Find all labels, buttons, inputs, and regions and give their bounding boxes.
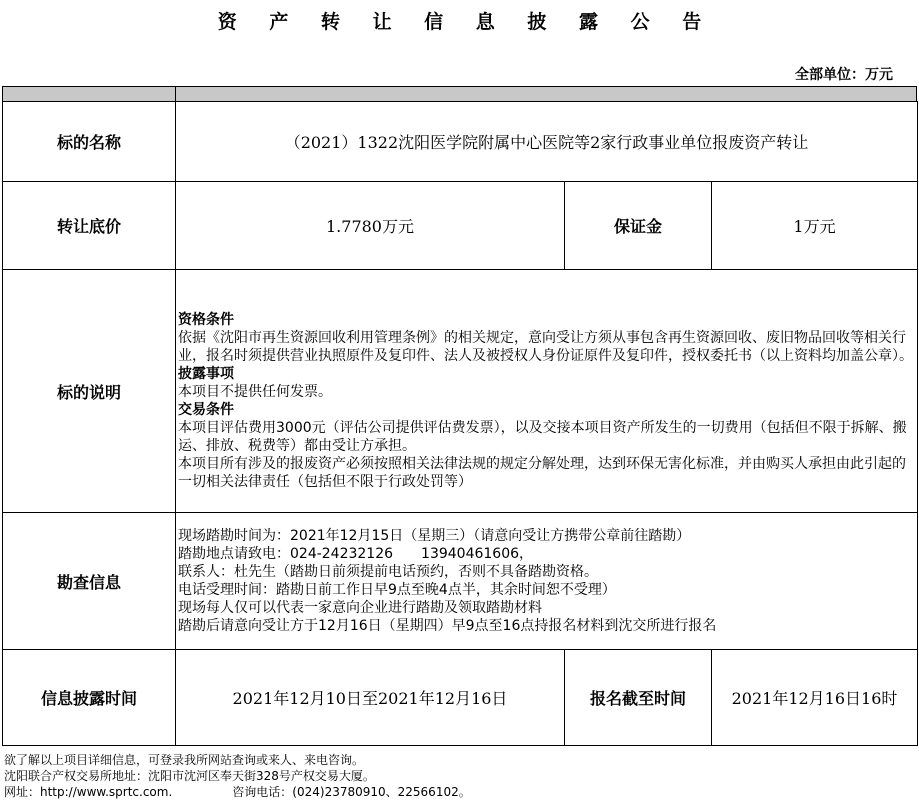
footer-line-inquiry: 欲了解以上项目详细信息，可登录我所网站查询或来人、来电咨询。 (4, 753, 365, 767)
disclosure-items-text: 本项目不提供任何发票。 (178, 383, 332, 400)
deadline-value: 2021年12月16日16时 (712, 650, 918, 746)
survey-content (176, 513, 918, 650)
reserve-price-label: 转让底价 (3, 182, 176, 270)
footer-phone: 咨询电话：(024)23780910、22566102。 (232, 785, 471, 799)
deposit-label: 保证金 (565, 182, 712, 270)
unit-note: 全部单位：万元 (795, 67, 893, 83)
page-title: 资 产 转 让 信 息 披 露 公 告 (217, 11, 715, 33)
qualification-heading: 资格条件 (178, 311, 234, 328)
footer-website: 网址：http://www.sprtc.com. (4, 785, 173, 799)
deposit-value: 1万元 (712, 182, 918, 270)
survey-line: 踏勘地点请致电：024-24232126 13940461606， (178, 546, 534, 562)
survey-line: 现场每人仅可以代表一家意向企业进行踏勘及领取踏勘材料 (178, 600, 542, 616)
trade-conditions-heading: 交易条件 (178, 401, 234, 418)
survey-line: 踏勘后请意向受让方于12月16日（星期四）早9点至16点持报名材料到沈交所进行报名 (178, 618, 717, 634)
survey-line: 联系人：杜先生（踏勘日前须提前电话预约，否则不具备踏勘资格。 (178, 564, 598, 580)
description-content (176, 270, 918, 513)
row-description (3, 270, 918, 513)
description-label: 标的说明 (3, 270, 176, 513)
disclosure-time-label: 信息披露时间 (3, 650, 176, 746)
reserve-price-value: 1.7780万元 (176, 182, 565, 270)
table-header-band (2, 86, 917, 102)
row-price (3, 182, 918, 270)
disclosure-table (2, 101, 918, 746)
footer-line-address: 沈阳联合产权交易所地址：沈阳市沈河区奉天街328号产权交易大厦。 (4, 769, 375, 783)
survey-line: 现场踏勘时间为：2021年12月15日（星期三）（请意向受让方携带公章前往踏勘） (178, 528, 691, 544)
qualification-text: 依据《沈阳市再生资源回收利用管理条例》的相关规定，意向受让方须从事包含再生资源回收、废旧物品回收等相关行业，报名时须提供营业执照原件及复印件、法人及被授权人身份证原件及复印件，授权委托书（以上资料均加盖公章）。 (178, 329, 913, 364)
footer-notes (4, 752, 471, 800)
row-survey (3, 513, 918, 650)
band-divider (175, 87, 176, 101)
row-disclosure-time (3, 650, 918, 746)
trade-conditions-text-2: 本项目所有涉及的报废资产必须按照相关法律法规的规定分解处理，达到环保无害化标准，并由购买人承担由此引起的一切相关法律责任（包括但不限于行政处罚等） (178, 455, 906, 490)
row-asset-name (3, 102, 918, 182)
survey-label: 勘查信息 (3, 513, 176, 650)
survey-line: 电话受理时间：踏勘日前工作日早9点至晚4点半，其余时间恕不受理） (178, 582, 616, 598)
disclosure-time-value: 2021年12月10日至2021年12月16日 (176, 650, 565, 746)
asset-name-label: 标的名称 (3, 102, 176, 182)
disclosure-items-heading: 披露事项 (178, 365, 234, 382)
deadline-label: 报名截至时间 (565, 650, 712, 746)
footer-line-contact (4, 784, 471, 800)
trade-conditions-text-1: 本项目评估费用3000元（评估公司提供评估费发票），以及交接本项目资产所发生的一切费用（包括但不限于拆解、搬运、排放、税费等）都由受让方承担。 (178, 419, 907, 454)
asset-name-value: （2021）1322沈阳医学院附属中心医院等2家行政事业单位报废资产转让 (176, 102, 918, 182)
